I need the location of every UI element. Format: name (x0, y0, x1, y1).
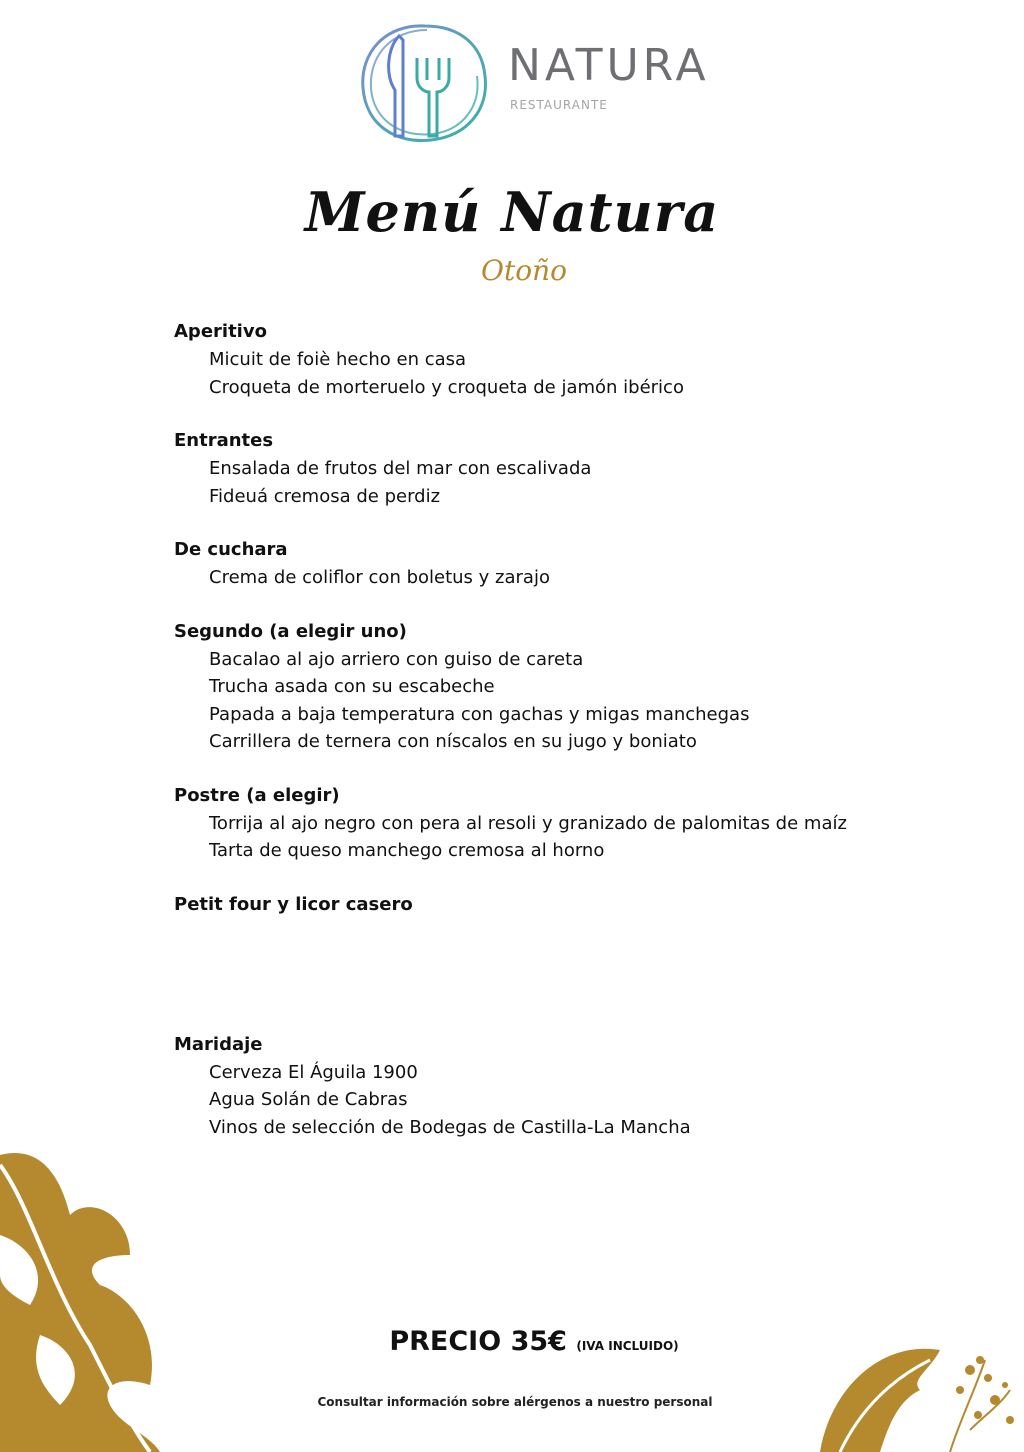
menu-item: Ensalada de frutos del mar con escalivada (209, 458, 592, 479)
brand-tagline: RESTAURANTE (510, 98, 608, 112)
section-aperitivo (174, 318, 974, 401)
menu-list (174, 318, 974, 1167)
menu-item: Torrija al ajo negro con pera al resoli y granizado de palomitas de maíz (209, 812, 847, 834)
menu-item: Vinos de selección de Bodegas de Castilla-La Mancha (209, 1116, 691, 1138)
menu-item: Fideuá cremosa de perdiz (209, 485, 441, 507)
section-title: Petit four y licor casero (174, 893, 413, 915)
section-postre (174, 782, 974, 865)
section-petit-four (174, 891, 974, 919)
plate-cutlery-icon (355, 18, 495, 148)
leaf-branch-icon (820, 1330, 1024, 1452)
menu-item: Agua Solán de Cabras (209, 1089, 408, 1110)
section-title: Aperitivo (174, 321, 267, 342)
monstera-leaf-icon (0, 1145, 170, 1452)
section-title: Segundo (a elegir uno) (174, 620, 407, 642)
brand-name: NATURA (508, 40, 710, 91)
price-note: (IVA INCLUIDO) (576, 1339, 679, 1353)
menu-item: Croqueta de morteruelo y croqueta de jamón ibérico (209, 376, 684, 398)
menu-item: Carrillera de ternera con níscalos en su jugo y boniato (209, 731, 697, 752)
section-maridaje (174, 1031, 974, 1142)
menu-item: Papada a baja temperatura con gachas y migas manchegas (209, 703, 750, 725)
section-entrantes (174, 427, 974, 510)
menu-title: Menú Natura (304, 180, 720, 244)
section-title: Postre (a elegir) (174, 784, 340, 806)
menu-item: Micuit de foiè hecho en casa (209, 349, 467, 370)
menu-item: Cerveza El Águila 1900 (209, 1061, 418, 1083)
section-cuchara (174, 536, 974, 592)
allergens-note: Consultar información sobre alérgenos a nuestro personal (317, 1395, 713, 1409)
menu-item: Crema de coliflor con boletus y zarajo (209, 567, 550, 588)
menu-item: Bacalao al ajo arriero con guiso de careta (209, 648, 584, 670)
menu-item: Trucha asada con su escabeche (209, 676, 495, 697)
section-title: Entrantes (174, 430, 274, 451)
section-title: Maridaje (174, 1033, 263, 1055)
price-label: PRECIO 35€ (389, 1326, 567, 1357)
season-subtitle: Otoño (481, 254, 567, 287)
menu-item: Tarta de queso manchego cremosa al horno (209, 840, 605, 861)
section-segundo (174, 618, 974, 756)
section-title: De cuchara (174, 539, 288, 560)
